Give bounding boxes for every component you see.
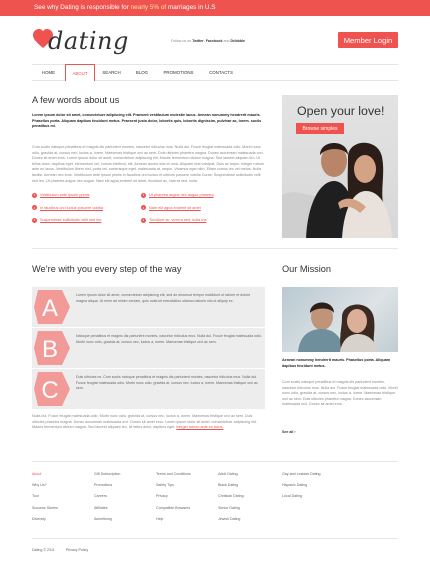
footer-link[interactable]: Hispanic Dating <box>282 483 308 488</box>
footer-col-2 <box>94 472 120 528</box>
footer-link[interactable]: Privacy <box>156 494 168 499</box>
nav-promotions[interactable]: PROMOTIONS <box>163 70 194 75</box>
list-item[interactable]: Suspendisse sollicitudin velit sed leo <box>32 214 142 227</box>
footer-link[interactable]: Why Us? <box>32 483 47 488</box>
member-login-button[interactable]: Member Login <box>338 32 398 48</box>
footer-link[interactable]: Help <box>156 516 164 521</box>
hexagon-b-icon <box>34 331 70 365</box>
footer-link[interactable]: Adult Dating <box>218 472 238 476</box>
main-nav <box>32 64 398 81</box>
about-title: A few words about us <box>32 95 120 105</box>
privacy-policy-link[interactable]: Privacy Policy <box>65 548 89 552</box>
footer-link[interactable]: Senior Dating <box>218 505 240 510</box>
footer-divider <box>32 461 398 462</box>
social-follow: Follow us on Twitter, Facebook and Dribbble <box>171 39 246 43</box>
follow-and: and <box>223 39 230 43</box>
copyright <box>32 548 88 552</box>
promo-title: Open your love! <box>297 104 385 118</box>
step-b-text: Natoque penatibus et magnis dis parturient montes, nascetur ridiculus mus. Nulla dui. Fusce feugiat malesuada odio. Morbi nunc odio, gravida at, cursus nec, luctus a, lorem. Maecenas tristique orci ac sem. <box>76 334 262 344</box>
section-divider <box>32 248 398 249</box>
footer-link[interactable]: Christian Dating <box>218 494 244 499</box>
arrow-right-icon <box>32 205 37 210</box>
footer-link[interactable]: Jewish Dating <box>218 516 241 521</box>
footer-col-4 <box>218 472 244 528</box>
integer-link[interactable]: Integer rutrum ante eu lacus. <box>176 425 224 430</box>
about-list-right <box>141 189 261 227</box>
mission-photo <box>282 287 398 352</box>
footer-col-1 <box>32 472 58 528</box>
promo-banner[interactable] <box>282 95 398 238</box>
arrow-right-icon <box>32 218 37 223</box>
footer-link[interactable]: Promotions <box>94 483 113 488</box>
hexagon-c-icon <box>34 372 70 406</box>
step-c-text: Duis ultricies ns. Cum sociis natoque penatibus et magnis dis parturient montes, nascetur ridiculus mus. Nulla dui. Fusce feugiat malesuada odio. Morbi nunc odio, gravida at, cursus nec, luctus a, lorem. Maecenas tristique orci ac sem. <box>76 375 258 391</box>
step-c <box>32 369 265 409</box>
footer-link[interactable]: Affiliates <box>94 505 108 510</box>
mission-body: Cum sociis natoque penatibus et magnis dis parturient montes, nascetur ridiculus mus. Nulla dui. Fusce feugiat malesuada odio. Morbi nunc odio, gravida at, cursus nec, luctus a, lorem. Maecenas tristique orci ac sem. Duis ultricies pharetra magna. Donec accumsan malesuada orci. Donec sit amet eros. <box>282 380 398 407</box>
step-a <box>32 287 265 327</box>
mission-lead: Aenean nonummy hendrerit mauris. Phasellus porta. Aliquam dapibus tincidunt metus. <box>282 358 391 368</box>
steps-footer-text: Nulla dui. Fusce feugiat malesuada odio. Morbi nunc odio, gravida at, cursus nec, luctus a, lorem. Maecenas tristique orci ac sem. Duis ultricies pharetra magna. Donec accumsan malesuada orci. Donec sit amet eros. Lorem ipsum dolor sit amet, consectetuer adipiscing elit. Mauris fermentum dictum magna. Sed laoreet aliquam leo. Ut tellus dolor, dapibus eget. Integer rutrum ante eu lacus. <box>32 414 257 430</box>
arrow-right-icon <box>141 193 146 198</box>
footer-link[interactable]: Success Stories <box>32 505 58 510</box>
step-letter: B <box>41 336 59 363</box>
arrow-right-icon <box>141 205 146 210</box>
facebook-link[interactable]: Facebook <box>205 39 223 43</box>
top-banner-text <box>34 4 216 11</box>
footer-link[interactable]: Local Dating <box>282 494 302 499</box>
site-logo[interactable]: dating <box>48 27 129 55</box>
footer-link[interactable]: Safety Tips <box>156 483 174 488</box>
footer-link[interactable]: Compatible Browsers <box>156 505 191 510</box>
footer-link[interactable]: About <box>32 472 42 476</box>
footer-col-3 <box>156 472 191 528</box>
footer-link[interactable]: Careers <box>94 494 107 499</box>
steps-title: We’re with you every step of the way <box>32 264 182 274</box>
dribbble-link[interactable]: Dribbble <box>230 39 246 43</box>
mission-title: Our Mission <box>282 264 332 274</box>
nav-about[interactable]: ABOUT <box>65 64 95 81</box>
nav-home[interactable]: HOME <box>41 70 56 75</box>
twitter-link[interactable]: Twitter <box>192 39 204 43</box>
browse-simples-button[interactable]: Browse simples <box>296 123 344 134</box>
nav-contacts[interactable]: CONTACTS <box>209 70 233 75</box>
follow-label: Follow us on <box>171 39 192 43</box>
chevron-right-icon: › <box>294 430 296 434</box>
list-item[interactable]: In faucibus orci luctus posuere cubilia <box>32 202 142 215</box>
about-lead: Lorem ipsum dolor sit amet, consectetuer adipiscing elit. Praesent vestibulum molestie lacus. Aenean nonummy hendrerit mauris. Phasellus porta. Aliquam dapibus tincidunt metus. Praesent justo dolor, lobortis quis, lobortis dignissim, pulvinar ac, lorem. sociis penatibus mi. <box>32 113 262 129</box>
step-b <box>32 328 265 368</box>
copyright-text: Dating © 2011 <box>32 548 55 552</box>
footer-link[interactable]: Diversity <box>32 516 46 521</box>
arrow-right-icon <box>32 193 37 198</box>
see-all-link[interactable]: See all › <box>282 430 296 434</box>
step-letter: A <box>41 295 59 322</box>
banner-highlight[interactable]: nearly 5% of <box>130 4 167 11</box>
arrow-right-icon <box>141 218 146 223</box>
nav-blog[interactable]: BLOG <box>135 70 149 75</box>
footer-link[interactable]: Tour <box>32 494 39 499</box>
list-item[interactable]: Nam elit agna endrerit sit amet <box>141 202 261 215</box>
nav-search[interactable]: SEARCH <box>102 70 121 75</box>
step-letter: C <box>41 377 59 404</box>
footer-link[interactable]: Terms and Conditions <box>156 472 191 476</box>
about-list-left <box>32 189 142 227</box>
footer-link[interactable]: Advertising <box>94 516 112 521</box>
footer-col-5 <box>282 472 321 506</box>
footer-bottom-divider <box>32 538 398 539</box>
hexagon-a-icon <box>34 290 70 324</box>
list-item[interactable]: Ut pharetra augue nec augue pharetra <box>141 189 261 202</box>
footer-link[interactable]: Gift Subscription <box>94 472 121 476</box>
banner-suffix: marriages in U.S <box>167 4 216 11</box>
footer-link[interactable]: Gay and Lesbian Dating <box>282 472 321 476</box>
about-body: Cum sociis natoque penatibus et magnis dis parturient montes, nascetur ridiculus mus. Nulla dui. Fusce feugiat malesuada odio. Morbi nunc odio, gravida at, cursus nec, luctus a, lorem. Maecenas tristique orci ac sem. Duis ultricies pharetra magna. Donec accumsan malesuada orci. Donec sit amet eros. Lorem ipsum dolor sit amet, consectetuer adipiscing elit. Mauris fermentum dictum magna. Sed laoreet aliquam leo. Ut tellus dolor, dapibus eget, elementum vel, cursus eleifend, elit. Aenean auctor wisi et urna. Aliquam erat volutpat. Duis ac turpis. Integer rutrum ante eu lacus. Vestibulum libero nisl, porta vel, scelerisque eget, malesuada at, neque. Vivamus eget nibh. Etiam cursus leo vel metus. Nulla facilisi. Aenean nec eros. Vestibulum ante ipsum primis in faucibus orci luctus et ultrices posuere cubilia Curae; Suspendisse sollicitudin velit sed leo. Ut pharetra augue nec augue. Nam elit agna,endrerit sit amet, tincidunt ac, viverra sed, nulla. <box>32 145 265 183</box>
list-item[interactable]: Tincidunt ac, viverra sed, nulla ma <box>141 214 261 227</box>
footer-link[interactable]: Black Dating <box>218 483 239 488</box>
couple-image <box>282 287 398 352</box>
list-item[interactable]: Vestibulum ante ipsum primis <box>32 189 142 202</box>
step-a-text: Lorem ipsum dolor sit amet, consectetuer adipiscing elit, sed do eiusmod tempor incididunt ut labore et dolore magna aliqua. Ut enim ad minim veniam, quis nostrud exercitation ullamco laboris nisi ut aliquip ex. <box>76 293 251 303</box>
banner-prefix: See why Dating is responsible for <box>34 4 129 11</box>
